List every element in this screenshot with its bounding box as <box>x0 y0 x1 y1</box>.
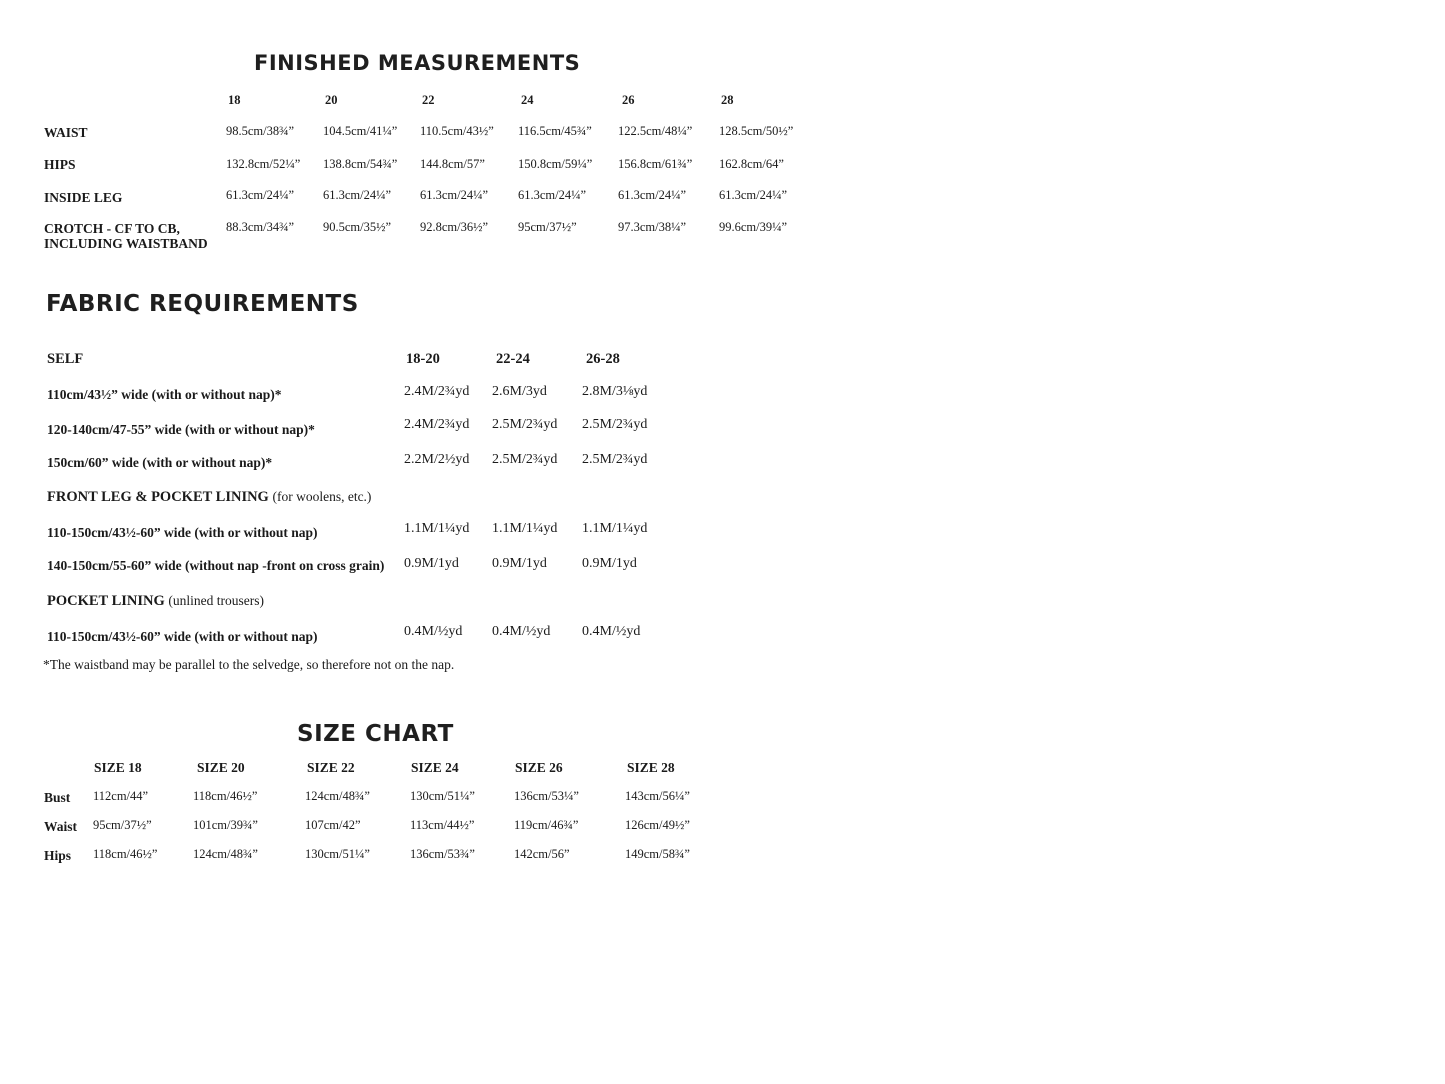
fabric-row-label: 110-150cm/43½-60” wide (with or without nap) <box>47 629 318 644</box>
fm-cell: 61.3cm/24¼” <box>719 188 788 202</box>
sc-size-header: SIZE 22 <box>307 760 355 775</box>
fm-row-label-line2: INCLUDING WAISTBAND <box>44 236 208 251</box>
fabric-section-heading <box>47 489 371 506</box>
fabric-cell: 0.4M/½yd <box>582 624 641 639</box>
fm-cell: 132.8cm/52¼” <box>226 157 301 171</box>
fabric-column-header: 26-28 <box>586 351 620 367</box>
fabric-cell: 0.9M/1yd <box>582 556 637 571</box>
fabric-row-label: 140-150cm/55-60” wide (without nap -front on cross grain) <box>47 558 385 573</box>
fm-size-header: 22 <box>422 93 435 107</box>
sc-size-header: SIZE 28 <box>627 760 675 775</box>
fm-cell: 122.5cm/48¼” <box>618 124 693 138</box>
fm-cell: 99.6cm/39¼” <box>719 220 788 234</box>
fm-row-label: WAIST <box>44 125 88 140</box>
sc-cell: 113cm/44½” <box>410 818 475 832</box>
fabric-footnote: *The waistband may be parallel to the selvedge, so therefore not on the nap. <box>43 657 455 672</box>
fabric-cell: 2.4M/2¾yd <box>404 384 470 399</box>
fm-size-header: 26 <box>622 93 635 107</box>
fm-row-label: CROTCH - CF TO CB, <box>44 221 180 236</box>
fabric-section-heading: SELF <box>47 351 84 367</box>
fm-cell: 90.5cm/35½” <box>323 220 392 234</box>
fabric-column-header: 22-24 <box>496 351 530 367</box>
fabric-column-header: 18-20 <box>406 351 440 367</box>
fm-size-header: 20 <box>325 93 338 107</box>
fm-cell: 110.5cm/43½” <box>420 124 494 138</box>
sc-cell: 130cm/51¼” <box>410 789 475 803</box>
fabric-cell: 1.1M/1¼yd <box>492 521 558 536</box>
fm-cell: 144.8cm/57” <box>420 157 485 171</box>
fabric-cell: 2.5M/2¾yd <box>582 452 648 467</box>
sc-cell: 143cm/56¼” <box>625 789 690 803</box>
fabric-cell: 2.6M/3yd <box>492 384 547 399</box>
sc-cell: 124cm/48¾” <box>193 847 258 861</box>
sc-size-header: SIZE 20 <box>197 760 245 775</box>
fm-cell: 61.3cm/24¼” <box>323 188 392 202</box>
fm-cell: 104.5cm/41¼” <box>323 124 398 138</box>
sc-cell: 136cm/53¼” <box>514 789 579 803</box>
fm-row-label: HIPS <box>44 157 76 172</box>
fabric-cell: 0.9M/1yd <box>404 556 459 571</box>
sc-cell: 142cm/56” <box>514 847 570 861</box>
fm-size-header: 28 <box>721 93 734 107</box>
size-chart-title: SIZE CHART <box>297 721 454 747</box>
fm-cell: 61.3cm/24¼” <box>226 188 295 202</box>
fabric-cell: 2.5M/2¾yd <box>492 452 558 467</box>
sc-cell: 101cm/39¾” <box>193 818 258 832</box>
fm-cell: 138.8cm/54¾” <box>323 157 398 171</box>
sc-cell: 112cm/44” <box>93 789 149 803</box>
sc-cell: 118cm/46½” <box>193 789 258 803</box>
finished-measurements-title: FINISHED MEASUREMENTS <box>254 51 581 75</box>
fm-cell: 116.5cm/45¾” <box>518 124 592 138</box>
sc-cell: 119cm/46¾” <box>514 818 579 832</box>
fabric-cell: 1.1M/1¼yd <box>582 521 648 536</box>
sc-cell: 124cm/48¾” <box>305 789 370 803</box>
fabric-cell: 1.1M/1¼yd <box>404 521 470 536</box>
fabric-cell: 0.4M/½yd <box>404 624 463 639</box>
fabric-section-heading-text: POCKET LINING <box>47 593 165 609</box>
fm-cell: 88.3cm/34¾” <box>226 220 295 234</box>
sc-row-label: Waist <box>44 819 78 834</box>
fabric-cell: 2.5M/2¾yd <box>582 417 648 432</box>
fabric-row-label: 150cm/60” wide (with or without nap)* <box>47 455 273 470</box>
sc-row-label: Bust <box>44 790 71 805</box>
fm-size-header: 18 <box>228 93 241 107</box>
fabric-cell: 2.4M/2¾yd <box>404 417 470 432</box>
fabric-row-label: 120-140cm/47-55” wide (with or without nap)* <box>47 422 315 437</box>
fm-cell: 95cm/37½” <box>518 220 577 234</box>
fm-cell: 128.5cm/50½” <box>719 124 794 138</box>
fabric-cell: 0.9M/1yd <box>492 556 547 571</box>
fm-cell: 61.3cm/24¼” <box>618 188 687 202</box>
fabric-row-label: 110-150cm/43½-60” wide (with or without nap) <box>47 525 318 540</box>
fabric-requirements-title: FABRIC REQUIREMENTS <box>46 291 359 317</box>
sc-row-label: Hips <box>44 848 72 863</box>
sc-cell: 118cm/46½” <box>93 847 158 861</box>
fm-cell: 61.3cm/24¼” <box>518 188 587 202</box>
fabric-cell: 2.5M/2¾yd <box>492 417 558 432</box>
fm-row-label: INSIDE LEG <box>44 190 123 205</box>
fm-cell: 162.8cm/64” <box>719 157 784 171</box>
fm-cell: 92.8cm/36½” <box>420 220 489 234</box>
sc-cell: 130cm/51¼” <box>305 847 370 861</box>
fabric-row-label: 110cm/43½” wide (with or without nap)* <box>47 387 282 402</box>
sc-cell: 149cm/58¾” <box>625 847 690 861</box>
fm-cell: 98.5cm/38¾” <box>226 124 295 138</box>
fabric-cell: 2.8M/3⅛yd <box>582 384 648 399</box>
fm-cell: 97.3cm/38¼” <box>618 220 687 234</box>
fabric-section-heading-text: FRONT LEG & POCKET LINING <box>47 489 269 505</box>
sc-size-header: SIZE 24 <box>411 760 459 775</box>
sc-cell: 95cm/37½” <box>93 818 152 832</box>
fabric-cell: 2.2M/2½yd <box>404 452 470 467</box>
fabric-section-note: (unlined trousers) <box>168 593 265 608</box>
fm-cell: 156.8cm/61¾” <box>618 157 693 171</box>
sc-cell: 126cm/49½” <box>625 818 690 832</box>
sc-cell: 136cm/53¾” <box>410 847 475 861</box>
fm-size-header: 24 <box>521 93 534 107</box>
sc-size-header: SIZE 26 <box>515 760 563 775</box>
fabric-cell: 0.4M/½yd <box>492 624 551 639</box>
fabric-section-heading <box>47 593 264 610</box>
fm-cell: 150.8cm/59¼” <box>518 157 593 171</box>
fm-cell: 61.3cm/24¼” <box>420 188 489 202</box>
sc-size-header: SIZE 18 <box>94 760 142 775</box>
fabric-section-note: (for woolens, etc.) <box>272 489 372 504</box>
sc-cell: 107cm/42” <box>305 818 361 832</box>
